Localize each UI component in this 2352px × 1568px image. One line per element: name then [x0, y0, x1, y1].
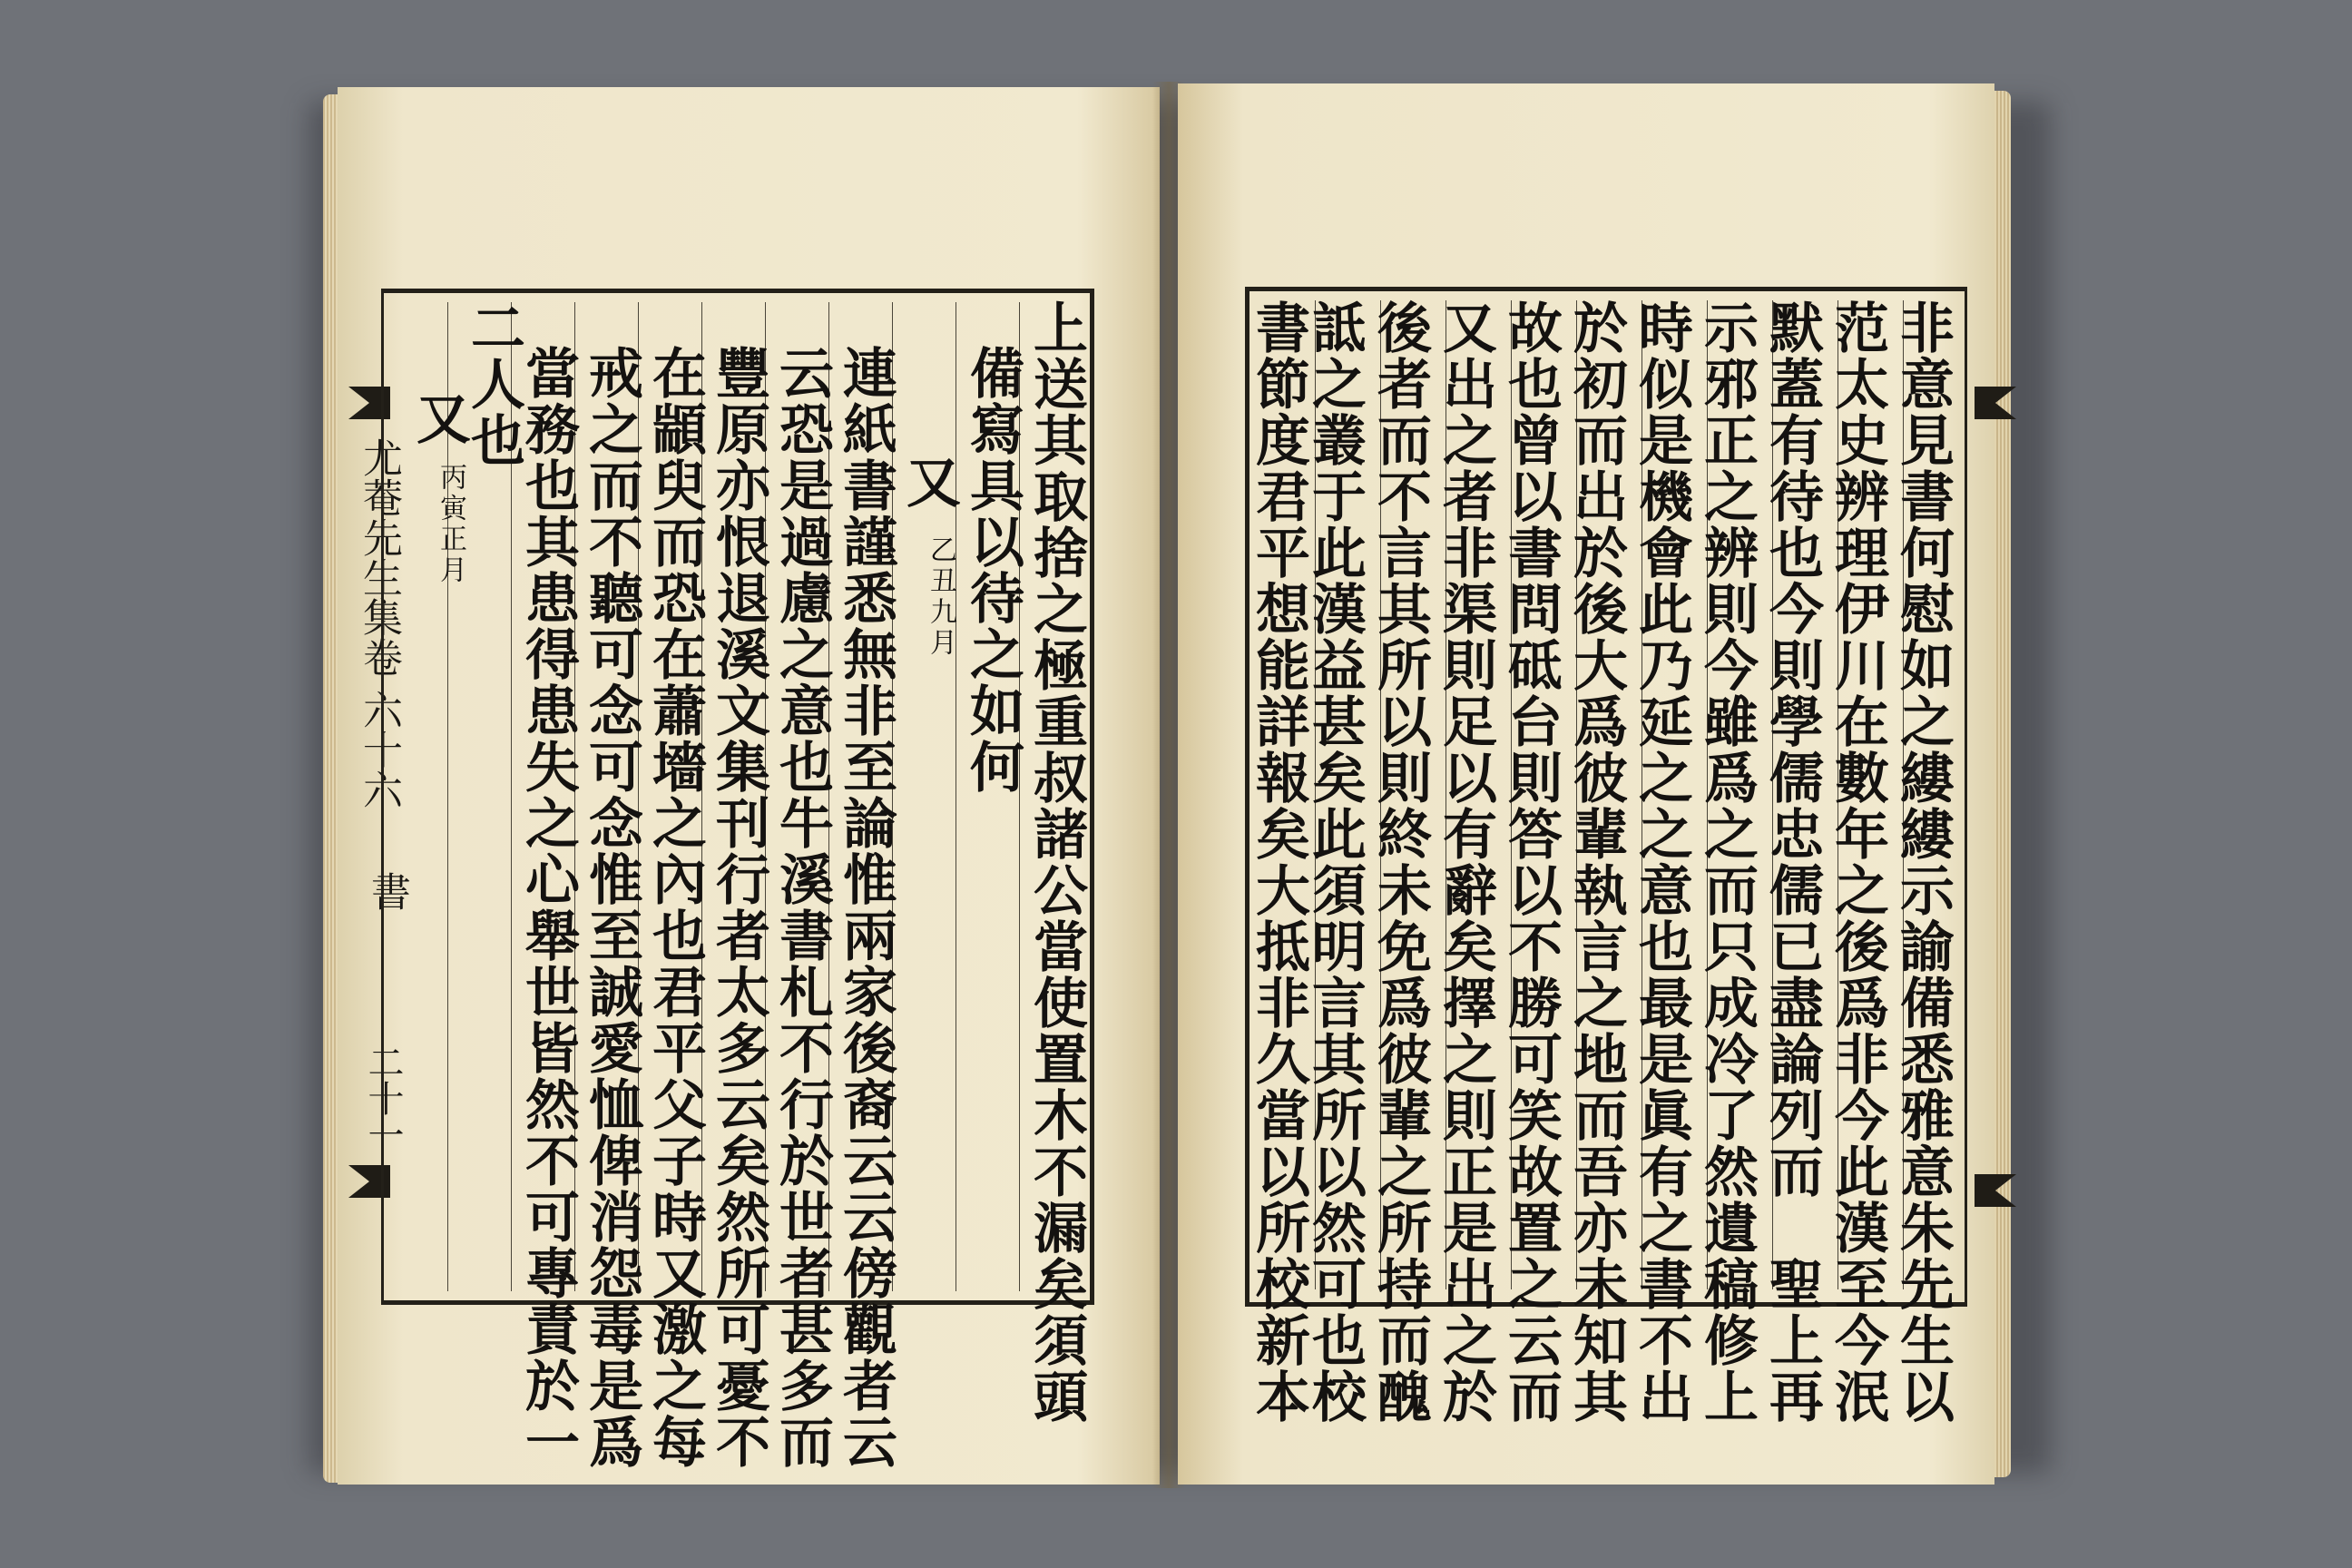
text-column: 上送其取捨之極重叔諸公當使置木不漏矣須頭	[1024, 299, 1088, 1425]
text-column: 詆之叢于此漢益甚矣此須明言其所以然可也校	[1303, 299, 1367, 1425]
text-column: 後者而不言其所以則終未免爲彼輩之所持而醜	[1368, 299, 1432, 1425]
text-column: 備寫具以待之如何	[961, 345, 1024, 795]
text-column: 范太史辨理伊川在數年之後爲非今此漢至今泯	[1826, 299, 1889, 1425]
text-column: 連紙書謹悉無非至論惟兩家後裔云云傍觀者云	[834, 345, 897, 1470]
text-column: 時似是機會此乃延之之意也最是眞有之書不出	[1630, 299, 1693, 1425]
text-column: 豐原亦恨退溪文集刊行者太多云矣然所可憂不	[707, 345, 770, 1470]
heading-text: 又	[407, 390, 471, 446]
fish-tail-bottom-icon	[1975, 1174, 2016, 1207]
heading-text: 又	[897, 454, 961, 510]
text-column: 於初而出於後大爲彼輩執言之地而吾亦未知其	[1564, 299, 1628, 1425]
column-rule	[447, 302, 448, 1291]
text-column: 在顓臾而恐在蕭墻之內也君平父子時又激之每	[643, 345, 707, 1470]
book-title-margin: 尤菴先生集卷 六十六	[356, 437, 402, 809]
text-column: 云恐是過慮之意也牛溪書札不行於世者甚多而	[770, 345, 834, 1470]
letter-heading-2	[407, 390, 471, 586]
text-column: 默蓋有待也今則學儒忠儒已盡論列而 聖上再	[1760, 299, 1824, 1425]
page-number: 二十一	[362, 1044, 404, 1152]
text-column: 當務也其患得患失之心舉世皆然不可專責於一	[516, 345, 580, 1470]
text-column: 又出之者非渠則足以有辭矣擇之則正是出之於	[1434, 299, 1497, 1425]
text-column: 非意見書何慰如之縷縷示諭備悉雅意朱先生以	[1891, 299, 1955, 1425]
section-label-margin: 書	[364, 871, 410, 911]
text-column: 書節度君平想能詳報矣大抵非久當以所校新本	[1247, 299, 1310, 1425]
text-column: 故也曾以書問砥台則答以不勝可笑故置之云而	[1499, 299, 1563, 1425]
fish-tail-top-icon	[1975, 387, 2016, 419]
text-column: 二人也	[462, 299, 525, 468]
text-column: 示邪正之辨則今雖爲之而只成冷了然遺稿修上	[1695, 299, 1759, 1425]
date-note: 丙寅正月	[435, 463, 466, 586]
letter-heading-1	[897, 454, 961, 659]
date-note: 乙丑九月	[925, 535, 956, 659]
text-column: 戒之而不聽可念可念惟至誠愛恤俾消怨毒是爲	[580, 345, 643, 1470]
